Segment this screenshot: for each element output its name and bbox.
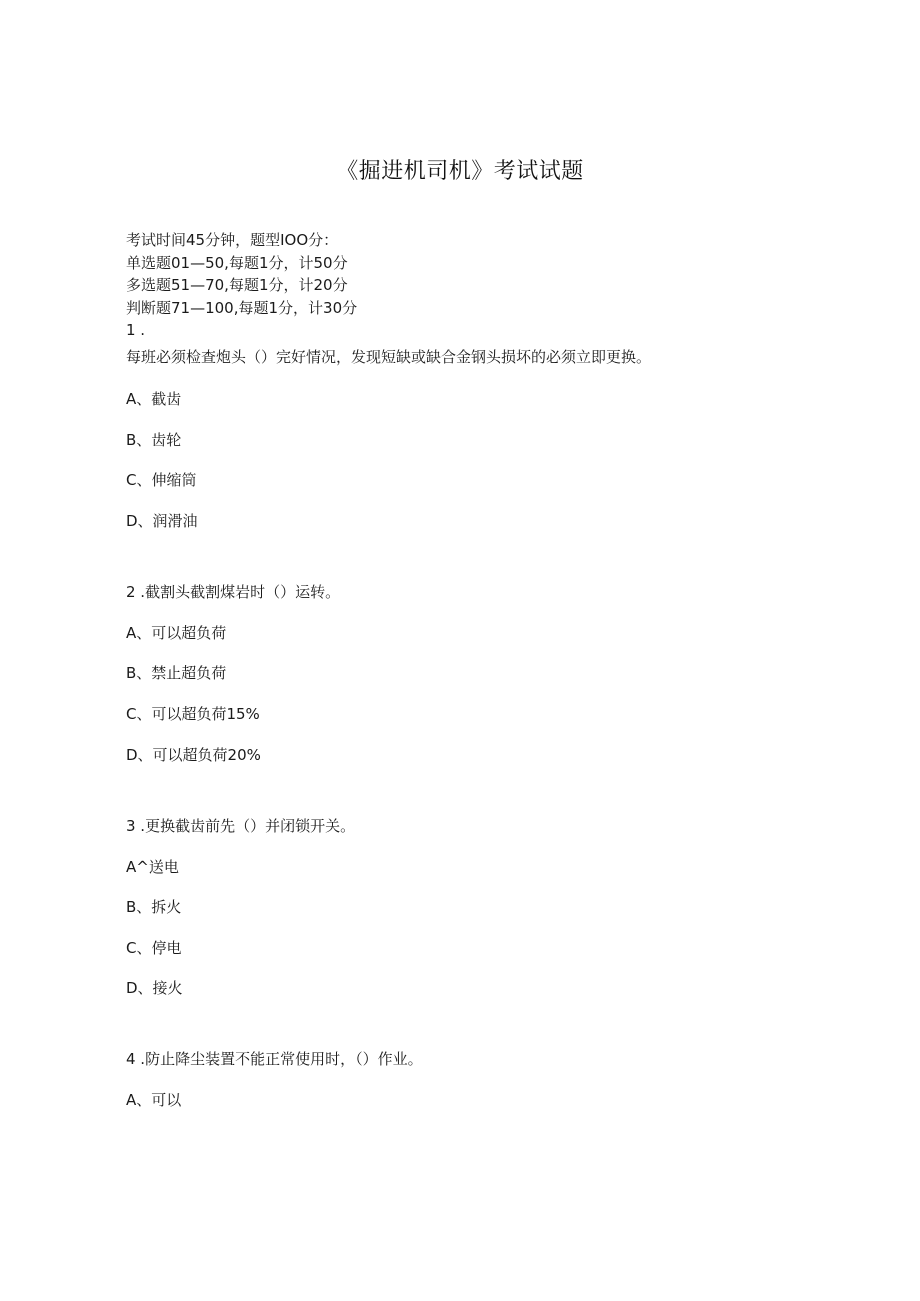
true-false-line: 判断题71—100,每题1分，计30分	[126, 298, 358, 317]
question-1-option-b: B、齿轮	[126, 431, 182, 449]
question-2-option-a: A、可以超负荷	[126, 624, 227, 642]
question-2-option-c: C、可以超负荷15%	[126, 705, 260, 723]
question-1-option-c: C、伸缩筒	[126, 471, 197, 489]
multiple-choice-line: 多选题51—70,每题1分，计20分	[126, 276, 348, 294]
question-2-stem: 2 .截割头截割煤岩时（）运转。	[126, 583, 341, 601]
exam-time-line: 考试时间45分钟，题型IOO分：	[126, 231, 339, 249]
question-4-option-a: A、可以	[126, 1091, 182, 1109]
question-3-stem: 3 .更换截齿前先（）并闭锁开关。	[126, 817, 356, 835]
question-3-option-b: B、拆火	[126, 898, 182, 916]
question-1-option-a: A、截齿	[126, 390, 182, 408]
exam-instructions	[126, 229, 357, 342]
document-title: 《掘进机司机》考试试题	[336, 159, 584, 184]
question-3-option-c: C、停电	[126, 939, 182, 957]
single-choice-line: 单选题01—50,每题1分，计50分	[126, 253, 348, 272]
question-2-option-d: D、可以超负荷20%	[126, 746, 261, 764]
question-3-option-d: D、接火	[126, 979, 183, 997]
question-4-stem: 4 .防止降尘装置不能正常使用时，（）作业。	[126, 1050, 423, 1068]
question-1-option-d: D、润滑油	[126, 512, 198, 530]
question-2-option-b: B、禁止超负荷	[126, 664, 227, 682]
question-1-number: 1 .	[126, 321, 146, 339]
question-1-stem: 每班必须检查炮头（）完好情况，发现短缺或缺合金钢头损坏的必须立即更换。	[126, 348, 652, 366]
question-3-option-a: A^送电	[126, 858, 179, 876]
